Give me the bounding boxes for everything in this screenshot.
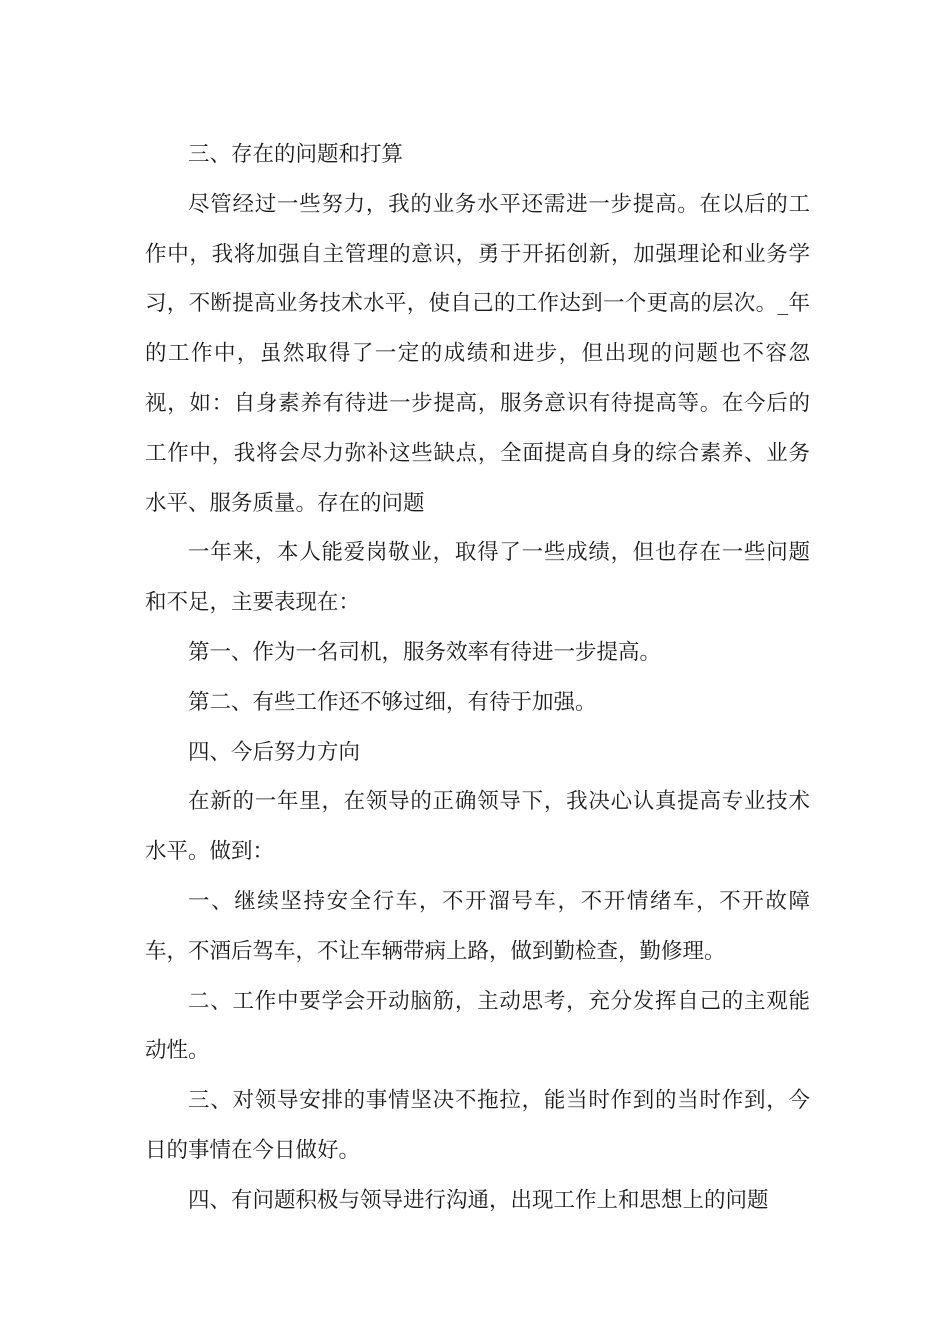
list-item: 第一、作为一名司机，服务效率有待进一步提高。 [188,639,662,665]
list-item: 四、有问题积极与领导进行沟通，出现工作上和思想上的问题 [188,1187,769,1213]
paragraph: 一年来，本人能爱岗敬业，取得了一些成绩，但也存在一些问题和不足，主要表现在： [145,540,810,616]
document-body [145,130,810,1226]
paragraph: 在新的一年里，在领导的正确领导下，我决心认真提高专业技术水平。做到： [145,789,810,865]
list-item: 三、对领导安排的事情坚决不拖拉，能当时作到的当时作到，今日的事情在今日做好。 [145,1088,810,1163]
paragraph: 尽管经过一些努力，我的业务水平还需进一步提高。在以后的工作中，我将加强自主管理的意识，勇于开拓创新，加强理论和业务学习，不断提高业务技术水平，使自己的工作达到一个更高的层次。_年的工作中，虽然取得了一定的成绩和进步，但出现的问题也不容忽视，如：自身素养有待进一步提高，服务意识有待提高等。在今后的工作中，我将会尽力弥补这些缺点，全面提高自身的综合素养、业务水平、服务质量。存在的问题 [145,191,810,516]
list-item: 二、工作中要学会开动脑筋，主动思考，充分发挥自己的主观能动性。 [145,988,810,1064]
section-heading-direction: 四、今后努力方向 [188,739,361,765]
section-heading-problems: 三、存在的问题和打算 [188,142,404,167]
list-item: 第二、有些工作还不够过细，有待于加强。 [188,689,597,715]
list-item: 一、继续坚持安全行车，不开溜号车，不开情绪车，不开故障车，不酒后驾车，不让车辆带病上路，做到勤检查，勤修理。 [145,888,810,964]
